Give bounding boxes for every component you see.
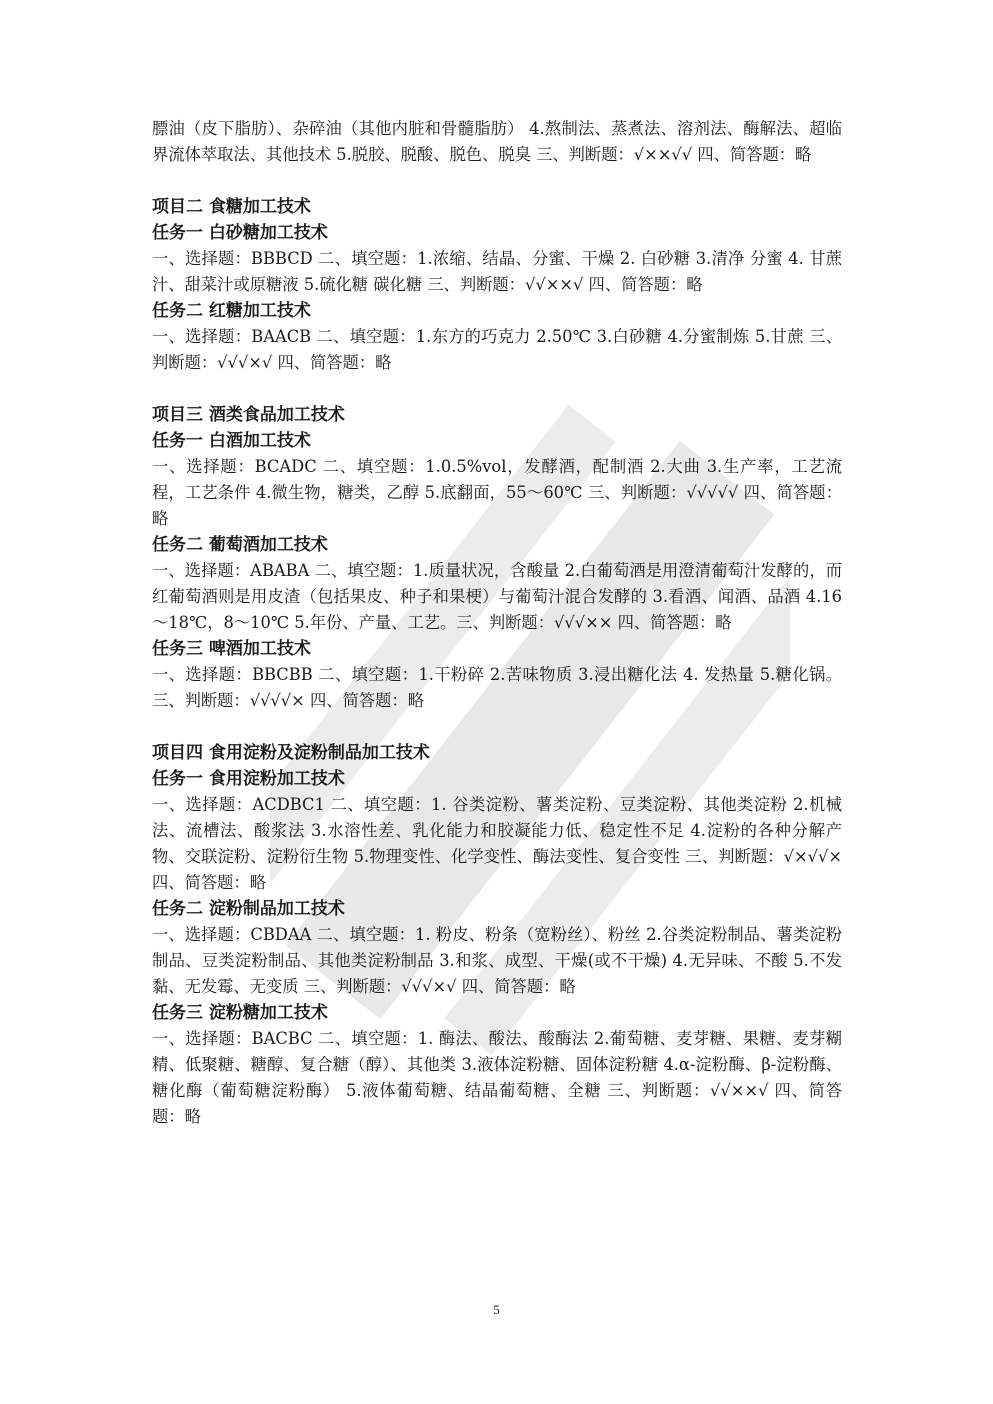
project3-task1-answer: 一、选择题：BCADC 二、填空题：1.0.5%vol，发酵酒，配制酒 2.大曲 3.生产率，工艺流程，工艺条件 4.微生物，糖类，乙醇 5.底翻面，55～60℃ 三、判断题：√√√√√ 四、简答题：略 (152, 457, 842, 528)
project4-task2-answer: 一、选择题：CBDAA 二、填空题：1. 粉皮、粉条（宽粉丝）、粉丝 2.谷类淀粉制品、薯类淀粉制品、豆类淀粉制品、其他类淀粉制品 3.和浆、成型、干燥(或不干燥) 4.无异味、不酸 5.不发黏、无发霉、无变质 三、判断题：√√√×√ 四、简答题：略 (152, 925, 842, 996)
project2-title: 项目二 食糖加工技术 (152, 197, 311, 217)
project4-task1-title: 任务一 食用淀粉加工技术 (152, 769, 345, 789)
project3-task2-answer: 一、选择题：ABABA 二、填空题：1.质量状况，含酸量 2.白葡萄酒是用澄清葡萄汁发酵的，而红葡萄酒则是用皮渣（包括果皮、种子和果梗）与葡萄汁混合发酵的 3.看酒、闻酒、品酒 4.16～18℃，8～10℃ 5.年份、产量、工艺。三、判断题：√√√×× 四、简答题：略 (152, 561, 842, 632)
project4-title: 项目四 食用淀粉及淀粉制品加工技术 (152, 743, 430, 763)
project2-task1-answer: 一、选择题：BBBCD 二、填空题：1.浓缩、结晶、分蜜、干燥 2. 白砂糖 3.清净 分蜜 4. 甘蔗汁、甜菜汁或原糖液 5.硫化糖 碳化糖 三、判断题：√√××√ 四、简答题：略 (152, 249, 842, 294)
project4-task1-answer: 一、选择题：ACDBC1 二、填空题：1. 谷类淀粉、薯类淀粉、豆类淀粉、其他类淀粉 2.机械法、流槽法、酸浆法 3.水溶性差、乳化能力和胶凝能力低、稳定性不足 4.淀粉的各种分解产物、交联淀粉、淀粉衍生物 5.物理变性、化学变性、酶法变性、复合变性 三、判断题：√×√√× 四、简答题：略 (152, 795, 842, 892)
project2-task2-title: 任务二 红糖加工技术 (152, 301, 311, 321)
page-number: 5 (493, 1302, 500, 1317)
project4-task2-title: 任务二 淀粉制品加工技术 (152, 899, 345, 919)
answer-page (152, 116, 842, 1130)
project3-task1-title: 任务一 白酒加工技术 (152, 431, 311, 451)
project2-task2-answer: 一、选择题：BAACB 二、填空题：1.东方的巧克力 2.50℃ 3.白砂糖 4.分蜜制炼 5.甘蔗 三、判断题：√√√×√ 四、简答题：略 (152, 327, 842, 372)
project4-task3-answer: 一、选择题：BACBC 二、填空题：1. 酶法、酸法、酸酶法 2.葡萄糖、麦芽糖、果糖、麦芽糊精、低聚糖、糖醇、复合糖（醇）、其他类 3.液体淀粉糖、固体淀粉糖 4.α-淀粉酶、β-淀粉酶、糖化酶（葡萄糖淀粉酶） 5.液体葡萄糖、结晶葡萄糖、全糖 三、判断题：√√××√ 四、简答题：略 (152, 1029, 842, 1126)
project3-title: 项目三 酒类食品加工技术 (152, 405, 345, 425)
project3-task3-answer: 一、选择题：BBCBB 二、填空题：1.干粉碎 2.苦味物质 3.浸出糖化法 4. 发热量 5.糖化锅。三、判断题：√√√√× 四、简答题：略 (152, 665, 842, 710)
project4-task3-title: 任务三 淀粉糖加工技术 (152, 1003, 328, 1023)
project3-task3-title: 任务三 啤酒加工技术 (152, 639, 311, 659)
project2-task1-title: 任务一 白砂糖加工技术 (152, 223, 328, 243)
project3-task2-title: 任务二 葡萄酒加工技术 (152, 535, 328, 555)
intro-answer-text: 膘油（皮下脂肪）、杂碎油（其他内脏和骨髓脂肪） 4.熬制法、蒸煮法、溶剂法、酶解法、超临界流体萃取法、其他技术 5.脱胶、脱酸、脱色、脱臭 三、判断题：√××√√ 四、简答题：略 (152, 119, 842, 164)
